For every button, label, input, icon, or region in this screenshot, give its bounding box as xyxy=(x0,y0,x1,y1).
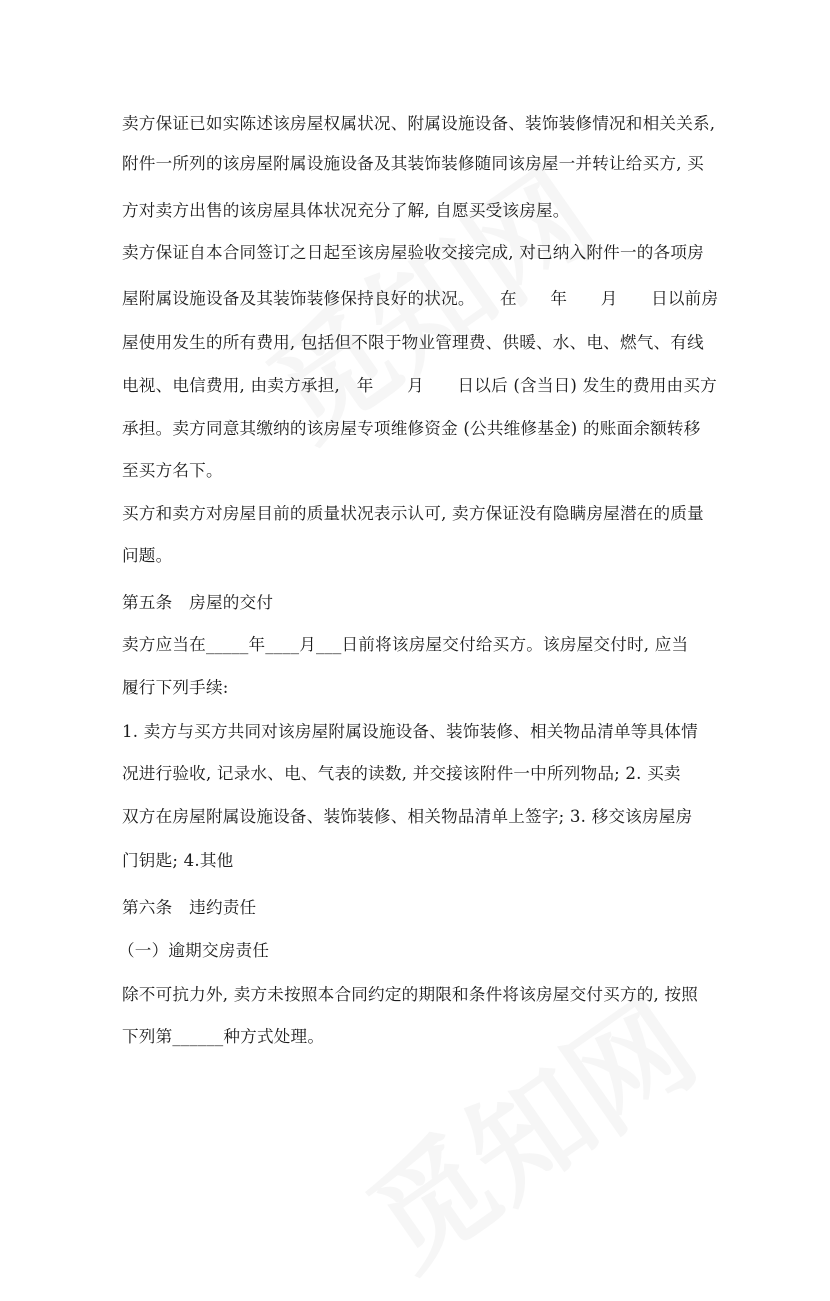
text-line: 1. 卖方与买方共同对该房屋附属设施设备、装饰装修、相关物品清单等具体情 xyxy=(122,722,698,741)
text-line: 况进行验收, 记录水、电、气表的读数, 并交接该附件一中所列物品; 2. 买卖 xyxy=(122,764,681,783)
text-line: 卖方应当在_____年____月___日前将该房屋交付给买方。该房屋交付时, 应当 xyxy=(122,635,689,654)
text-line: 承担。卖方同意其缴纳的该房屋专项维修资金 (公共维修基金) 的账面余额转移 xyxy=(122,419,701,438)
subsection-heading: （一）逾期交房责任 xyxy=(118,941,270,960)
text-line: 除不可抗力外, 卖方未按照本合同约定的期限和条件将该房屋交付买方的, 按照 xyxy=(122,985,699,1004)
text-line: 履行下列手续: xyxy=(122,678,229,697)
text-line: 问题。 xyxy=(122,546,173,565)
text-line: 双方在房屋附属设施设备、装饰装修、相关物品清单上签字; 3. 移交该房屋房 xyxy=(122,807,693,826)
text-line: 附件一所列的该房屋附属设施设备及其装饰装修随同该房屋一并转让给买方, 买 xyxy=(122,154,704,173)
text-line: 电视、电信费用, 由卖方承担, 年 月 日以后 (含当日) 发生的费用由买方 xyxy=(122,376,717,395)
section-heading: 第六条 违约责任 xyxy=(122,898,257,917)
text-line: 卖方保证自本合同签订之日起至该房屋验收交接完成, 对已纳入附件一的各项房 xyxy=(122,243,704,262)
section-heading: 第五条 房屋的交付 xyxy=(122,593,274,612)
text-line: 买方和卖方对房屋目前的质量状况表示认可, 卖方保证没有隐瞒房屋潜在的质量 xyxy=(122,504,704,523)
text-line: 卖方保证已如实陈述该房屋权属状况、附属设施设备、装饰装修情况和相关关系, xyxy=(122,114,716,133)
text-line: 门钥匙; 4.其他 xyxy=(122,851,234,870)
text-line: 方对卖方出售的该房屋具体状况充分了解, 自愿买受该房屋。 xyxy=(122,201,570,220)
text-line: 至买方名下。 xyxy=(122,461,223,480)
text-line: 屋使用发生的所有费用, 包括但不限于物业管理费、供暖、水、电、燃气、有线 xyxy=(122,333,704,352)
text-line: 屋附属设施设备及其装饰装修保持良好的状况。 在 年 月 日以前房 xyxy=(122,289,719,308)
text-line: 下列第______种方式处理。 xyxy=(122,1027,325,1046)
